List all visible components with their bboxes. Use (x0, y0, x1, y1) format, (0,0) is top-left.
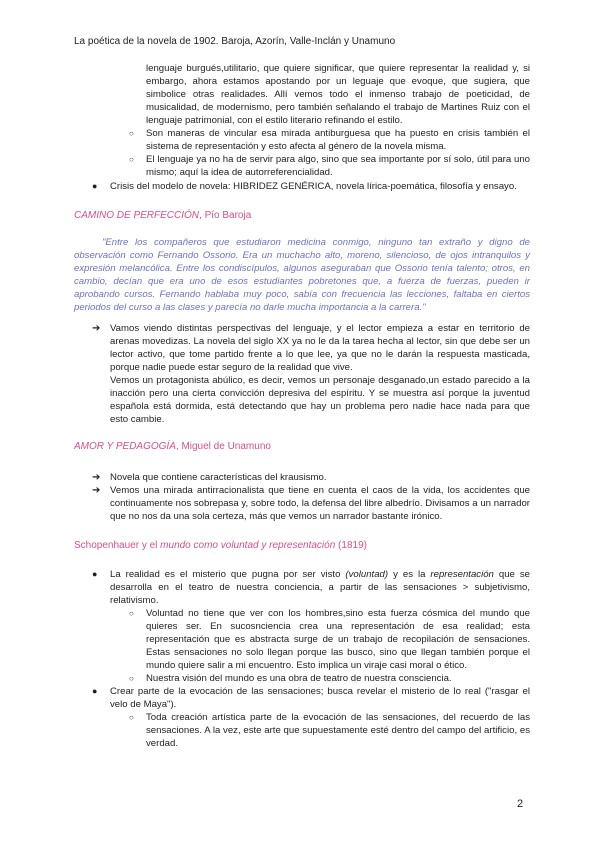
arrow-item-continuation: Vemos un protagonista abúlico, es decir, vemos un personaje desganado,un estado parecido a la inacción pero una cierta convicción depresiva del espíritu. Y se muestra así porque la juventud española está dormida, está detectando que hay un problema pero nadie hace nada para que esto cambie. (110, 375, 530, 425)
list-item-text: Vamos viendo distintas perspectivas del lenguaje, y el lector empieza a estar en territorio de arenas movedizas. La novela del siglo XX ya no le da la tarea hecha al lector, sin que debe ser un lector activo, que tome partido frente a lo que lee, ya que no le darán la respuesta masticada, porque nadie puede estar seguro de la realidad que vive. (110, 323, 530, 373)
page-header: La poética de la novela de 1902. Baroja, Azorín, Valle-Inclán y Unamuno (74, 36, 396, 47)
title-part: (1819) (335, 540, 367, 551)
bullet-icon: ● (92, 569, 98, 579)
continuation-paragraph: lenguaje burgués,utilitario, que quiere significar, que quiere representar la realidad y, si embargo, ahora estamos apostando por un leguaje que evoque, que sugiera, que simbolice otras realidades. Allí vemos todo el inmenso trabajo de poeticidad, de musicalidad, de modernismo, pero también señalando el trabajo de Martines Ruiz con el lenguaje patrimonial, con el estilo literario refinando el estilo. (146, 63, 530, 126)
work-author: , Pío Baroja (199, 210, 252, 221)
sub-item-text: Voluntad no tiene que ver con los hombres,sino esta fuerza cósmica del mundo que quieres ser. En sucosnciencia crea una representación de esa realidad; esta representación que es abstracta surge de un trabajo de recopilación de sensaciones. Estas sensaciones no solo llegan porque las busco, sino que llegan también porque el mundo quiere salir a mi encuentro. Esto implica un viraje casi moral o ético. (146, 608, 530, 671)
title-part: Schopenhauer y el (74, 540, 161, 551)
arrow-list-item (74, 484, 530, 523)
section-title-schopenhauer (74, 539, 530, 552)
text-part: y es la (388, 569, 431, 580)
circle-bullet-icon: ○ (129, 713, 134, 722)
sub-item-text: Son maneras de vincular esa mirada antiburguesa que ha puesto en crisis también el sistema de representación y esto afecta al género de la novela misma. (146, 128, 530, 152)
sub-list-item (74, 127, 530, 153)
circle-bullet-icon: ○ (129, 609, 134, 618)
bullet-icon: ● (92, 181, 98, 191)
list-item-text: Crear parte de la evocación de las sensaciones; busca revelar el misterio de lo real ("rasgar el velo de Maya"). (110, 686, 530, 710)
arrow-right-icon: ➔ (92, 472, 101, 483)
text-italic: (voluntad) (345, 569, 389, 580)
circle-bullet-icon: ○ (129, 129, 134, 138)
section-title-camino (74, 209, 530, 222)
text-italic: representación (430, 569, 494, 580)
arrow-right-icon: ➔ (92, 323, 101, 334)
arrow-right-icon: ➔ (92, 485, 101, 496)
list-item-text: Novela que contiene características del krausismo. (110, 472, 327, 483)
work-title: AMOR Y PEDAGOGÍA (74, 441, 176, 452)
text-part: La realidad es el misterio que pugna por ser visto (110, 569, 346, 580)
title-italic: mundo como voluntad y representación (160, 540, 336, 551)
circle-bullet-icon: ○ (129, 674, 134, 683)
block-quote: "Entre los compañeros que estudiaron medicina conmigo, ninguno tan extraño y digno de observación como Fernando Ossorio. Era un muchacho alto, moreno, silencioso, de ojos intranquilos y expresión melancólica. Entre los condiscípulos, algunos aseguraban que Ossorio tenía talento; otros, en cambio, decían que era uno de esos estudiantes pobretones que, a fuerza de fuerzas, pueden ir aprobando cursos. Fernando hablaba muy poco, sabía con frecuencia las lecciones, faltaba en ciertos periodos del curso a las clases y parecía no darle mucha importancia a la carrera." (74, 237, 530, 313)
list-item-text: Crisis del modelo de novela: HIBRIDEZ GENÉRICA, novela lírica-poemática, filosofía y ensayo. (110, 181, 517, 192)
document-body (74, 62, 530, 750)
section-title-amor (74, 440, 530, 453)
arrow-list-item (74, 322, 530, 374)
list-item (74, 568, 530, 607)
bullet-icon: ● (92, 686, 98, 696)
circle-bullet-icon: ○ (129, 155, 134, 164)
list-item-text: Vemos una mirada antirracionalista que tiene en cuenta el caos de la vida, los accidentes que continuamente nos sobrepasa y, sobre todo, la defensa del libre albedrío. Divisamos a un narrador que no nos da una sola certeza, más que vemos un narrador bastante irónico. (110, 485, 530, 522)
page-number: 2 (517, 798, 524, 810)
list-item (74, 180, 530, 193)
sub-list-item (74, 672, 530, 685)
arrow-list-item (74, 471, 530, 484)
sub-list-item (74, 153, 530, 179)
sub-item-text: Nuestra visión del mundo es una obra de teatro de nuestra consciencia. (146, 673, 452, 684)
text-part: que se desarrolla en el teatro de nuestra conciencia, a partir de las sensaciones > subjetivismo, relativismo. (110, 569, 530, 606)
work-title: CAMINO DE PERFECCIÓN (74, 210, 200, 221)
sub-item-text: Toda creación artística parte de la evocación de las sensaciones, del recuerdo de las sensaciones. A la vez, este arte que supuestamente esté dentro del campo del artificio, es verdad. (146, 712, 530, 749)
sub-list-item (74, 711, 530, 750)
sub-list-item (74, 607, 530, 672)
work-author: , Miguel de Unamuno (175, 441, 271, 452)
list-item (74, 685, 530, 711)
sub-item-text: El lenguaje ya no ha de servir para algo, sino que sea importante por sí solo, útil para uno mismo; aquí la idea de autorreferencialidad. (146, 154, 530, 178)
